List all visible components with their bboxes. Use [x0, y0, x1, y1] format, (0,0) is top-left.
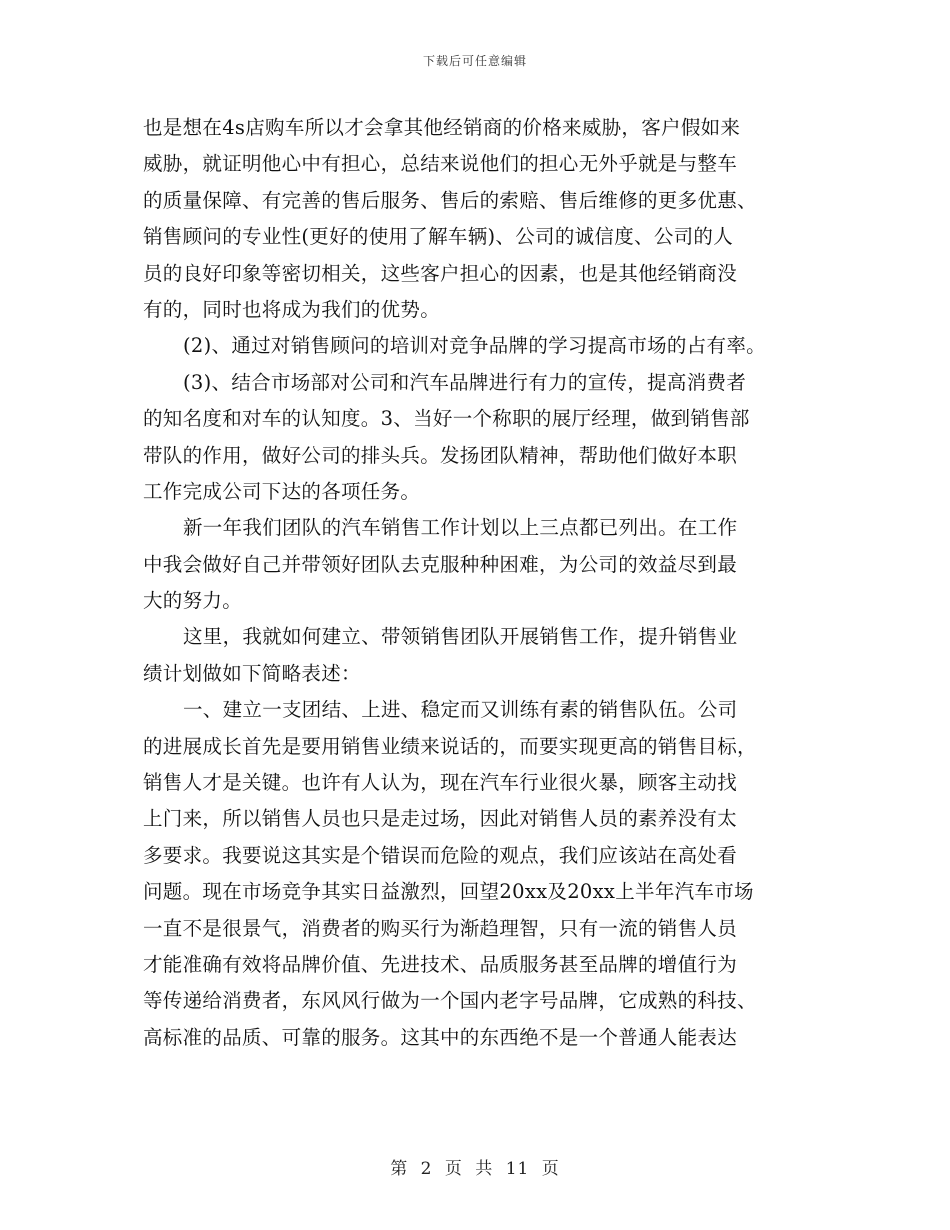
text-line: 上门来，所以销售人员也只是走过场，因此对销售人员的素养没有太 [143, 807, 738, 831]
text-line: (3)、结合市场部对公司和汽车品牌进行有力的宣传，提高消费者 [183, 370, 747, 394]
text-line: (2)、通过对销售顾问的培训对竞争品牌的学习提高市场的占有率。 [183, 334, 766, 358]
text-line: 大的努力。 [143, 589, 243, 613]
page-header: 下载后可任意编辑 [422, 54, 527, 68]
text-line: 工作完成公司下达的各项任务。 [143, 479, 421, 503]
text-line: 的进展成长首先是要用销售业绩来说话的，而要实现更高的销售目标， [143, 734, 757, 758]
text-line: 销售顾问的专业性(更好的使用了解车辆)、公司的诚信度、公司的人 [143, 225, 734, 249]
text-line: 的质量保障、有完善的售后服务、售后的索赔、售后维修的更多优惠、 [143, 188, 757, 212]
text-line: 员的良好印象等密切相关，这些客户担心的因素，也是其他经销商没 [143, 261, 738, 285]
text-line: 问题。现在市场竞争其实日益激烈，回望20xx及20xx上半年汽车市场 [143, 880, 754, 904]
text-line: 中我会做好自己并带领好团队去克服种种困难，为公司的效益尽到最 [143, 552, 738, 576]
document-body [143, 110, 823, 1056]
text-line: 高标准的品质、可靠的服务。这其中的东西绝不是一个普通人能表达 [143, 1025, 738, 1049]
text-line: 等传递给消费者，东风风行做为一个国内老字号品牌，它成熟的科技、 [143, 989, 757, 1013]
text-line: 的知名度和对车的认知度。3、当好一个称职的展厅经理，做到销售部 [143, 407, 750, 431]
text-line: 销售人才是关键。也许有人认为，现在汽车行业很火暴，顾客主动找 [143, 771, 738, 795]
text-line: 一直不是很景气，消费者的购买行为渐趋理智，只有一流的销售人员 [143, 916, 738, 940]
text-line: 一、建立一支团结、上进、稳定而又训练有素的销售队伍。公司 [183, 698, 738, 722]
text-line: 新一年我们团队的汽车销售工作计划以上三点都已列出。在工作 [183, 516, 738, 540]
text-line: 威胁，就证明他心中有担心，总结来说他们的担心无外乎就是与整车 [143, 152, 738, 176]
text-line: 才能准确有效将品牌价值、先进技术、品质服务甚至品牌的增值行为 [143, 952, 738, 976]
text-line: 绩计划做如下简略表述： [143, 661, 361, 685]
text-line: 带队的作用，做好公司的排头兵。发扬团队精神，帮助他们做好本职 [143, 443, 738, 467]
text-line: 有的，同时也将成为我们的优势。 [143, 297, 441, 321]
text-line: 多要求。我要说这其实是个错误而危险的观点，我们应该站在高处看 [143, 843, 738, 867]
text-line: 也是想在4s店购车所以才会拿其他经销商的价格来威胁，客户假如来 [143, 116, 741, 139]
page-footer: 第 2 页 共 11 页 [390, 1159, 560, 1179]
text-line: 这里，我就如何建立、带领销售团队开展销售工作，提升销售业 [183, 625, 738, 649]
